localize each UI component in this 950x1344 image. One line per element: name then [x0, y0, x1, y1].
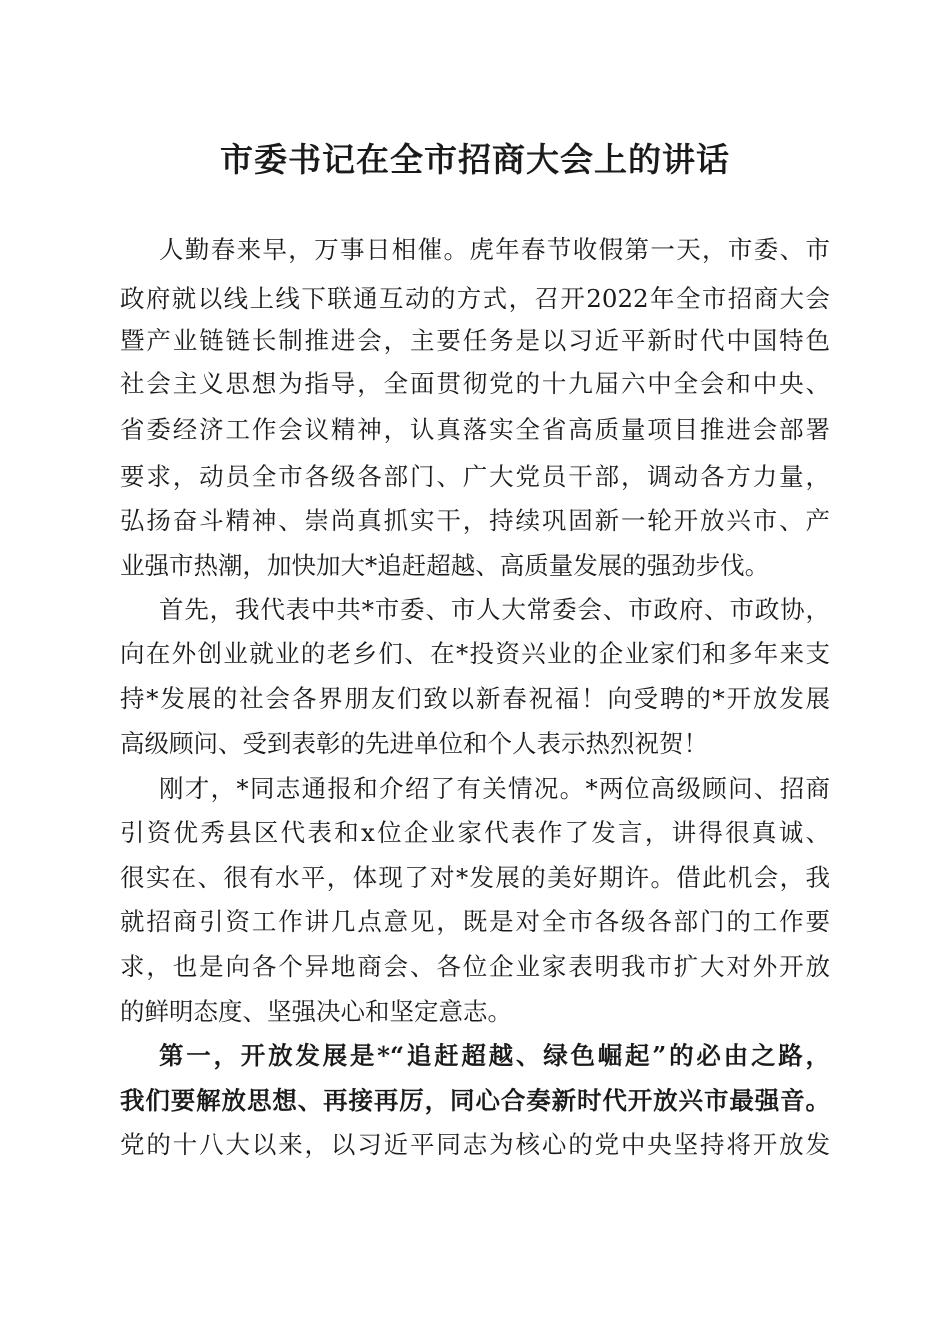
paragraph-line: 暨产业链链长制推进会，主要任务是以习近平新时代中国特色 [120, 326, 830, 355]
paragraph-line: 省委经济工作会议精神，认真落实全省高质量项目推进会部署 [120, 415, 830, 444]
paragraph-line: 很实在、很有水平，体现了对*发展的美好期许。借此机会，我 [120, 863, 830, 892]
section-heading-line: 第一，开放发展是*“追赶超越、绿色崛起”的必由之路， [159, 1041, 830, 1070]
paragraph-line: 持*发展的社会各界朋友们致以新春祝福！向受聘的*开放发展 [120, 684, 830, 713]
paragraph-line: 高级顾问、受到表彰的先进单位和个人表示热烈祝贺！ [120, 729, 708, 758]
paragraph-line: 业强市热潮，加快加大*追赶超越、高质量发展的强劲步伐。 [120, 551, 770, 580]
section-heading-line: 我们要解放思想、再接再厉，同心合奏新时代开放兴市最强音。 [120, 1086, 830, 1115]
paragraph-line: 人勤春来早，万事日相催。虎年春节收假第一天，市委、市 [159, 235, 830, 264]
paragraph-line: 政府就以线上线下联通互动的方式，召开2022年全市招商大会 [120, 284, 830, 313]
paragraph-line: 社会主义思想为指导，全面贯彻党的十九届六中全会和中央、 [120, 369, 830, 398]
paragraph-line: 求，也是向各个异地商会、各位企业家表明我市扩大对外开放 [120, 952, 830, 981]
paragraph-line: 的鲜明态度、坚强决心和坚定意志。 [120, 997, 512, 1026]
paragraph-line: 引资优秀县区代表和x位企业家代表作了发言，讲得很真诚、 [120, 818, 830, 847]
paragraph-line: 首先，我代表中共*市委、市人大常委会、市政府、市政协， [159, 595, 830, 624]
paragraph-line: 要求，动员全市各级各部门、广大党员干部，调动各方力量， [120, 462, 830, 491]
paragraph-line: 党的十八大以来，以习近平同志为核心的党中央坚持将开放发 [120, 1130, 830, 1159]
paragraph-line: 向在外创业就业的老乡们、在*投资兴业的企业家们和多年来支 [120, 639, 830, 668]
paragraph-line: 弘扬奋斗精神、崇尚真抓实干，持续巩固新一轮开放兴市、产 [120, 506, 830, 535]
paragraph-line: 刚才，*同志通报和介绍了有关情况。*两位高级顾问、招商 [159, 774, 830, 803]
paragraph-line: 就招商引资工作讲几点意见，既是对全市各级各部门的工作要 [120, 907, 830, 936]
document-title: 市委书记在全市招商大会上的讲话 [220, 140, 730, 179]
